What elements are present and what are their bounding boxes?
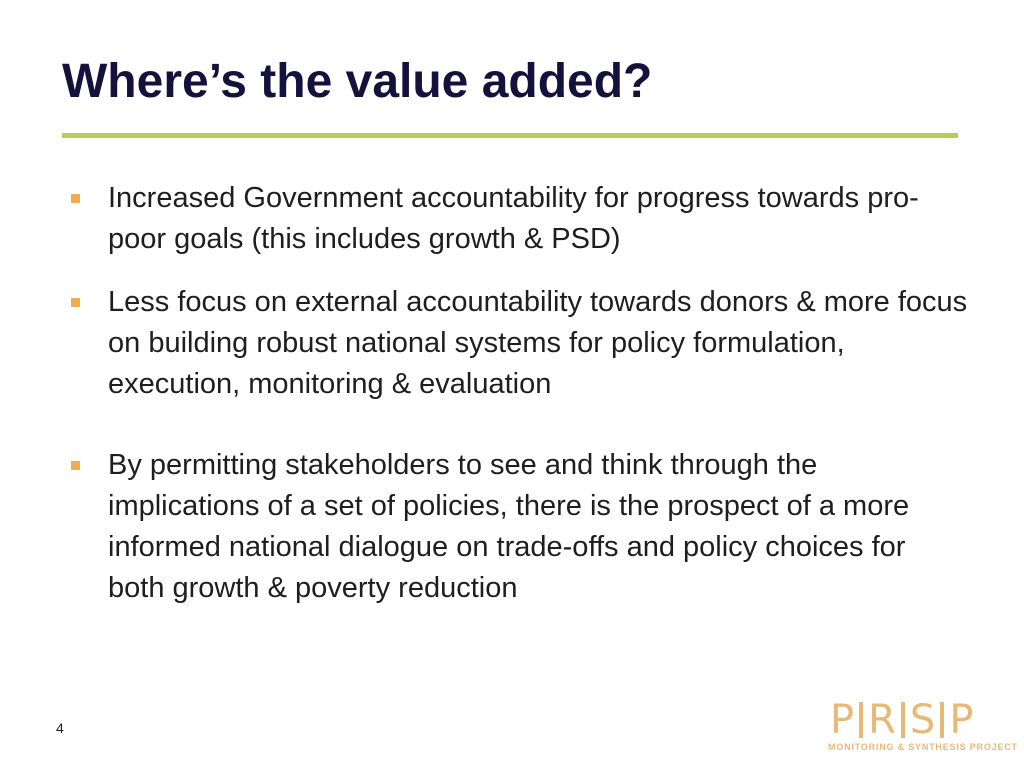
- logo-separator: [940, 702, 944, 738]
- slide-title: Where’s the value added?: [62, 55, 653, 108]
- page-number: 4: [56, 720, 64, 736]
- logo-subtitle: MONITORING & SYNTHESIS PROJECT: [828, 742, 1018, 752]
- square-bullet-icon: [71, 194, 80, 203]
- logo-mark: [828, 697, 1010, 743]
- bullet-text: Increased Government accountability for progress towards pro-poor goals (this includes growth & PSD): [108, 182, 919, 255]
- logo-separator: [901, 702, 905, 738]
- title-divider: [62, 133, 958, 138]
- bullet-item: [68, 282, 968, 405]
- bullet-list: [68, 178, 968, 609]
- square-bullet-icon: [71, 461, 80, 470]
- logo-separator: [859, 702, 863, 738]
- bullet-item: [68, 178, 968, 260]
- bullet-item: [68, 445, 968, 609]
- logo-letter: R: [868, 697, 896, 743]
- bullet-text: Less focus on external accountability towards donors & more focus on building robust national systems for policy formulation, execution, monitoring & evaluation: [108, 286, 968, 400]
- logo-letter: P: [830, 697, 855, 743]
- prsp-logo: [828, 697, 1018, 752]
- logo-letter: S: [909, 697, 936, 743]
- logo-letter: P: [949, 697, 974, 743]
- bullet-text: By permitting stakeholders to see and think through the implications of a set of policies, there is the prospect of a more informed national dialogue on trade-offs and policy choices for both growth & poverty reduction: [108, 449, 910, 604]
- square-bullet-icon: [71, 298, 80, 307]
